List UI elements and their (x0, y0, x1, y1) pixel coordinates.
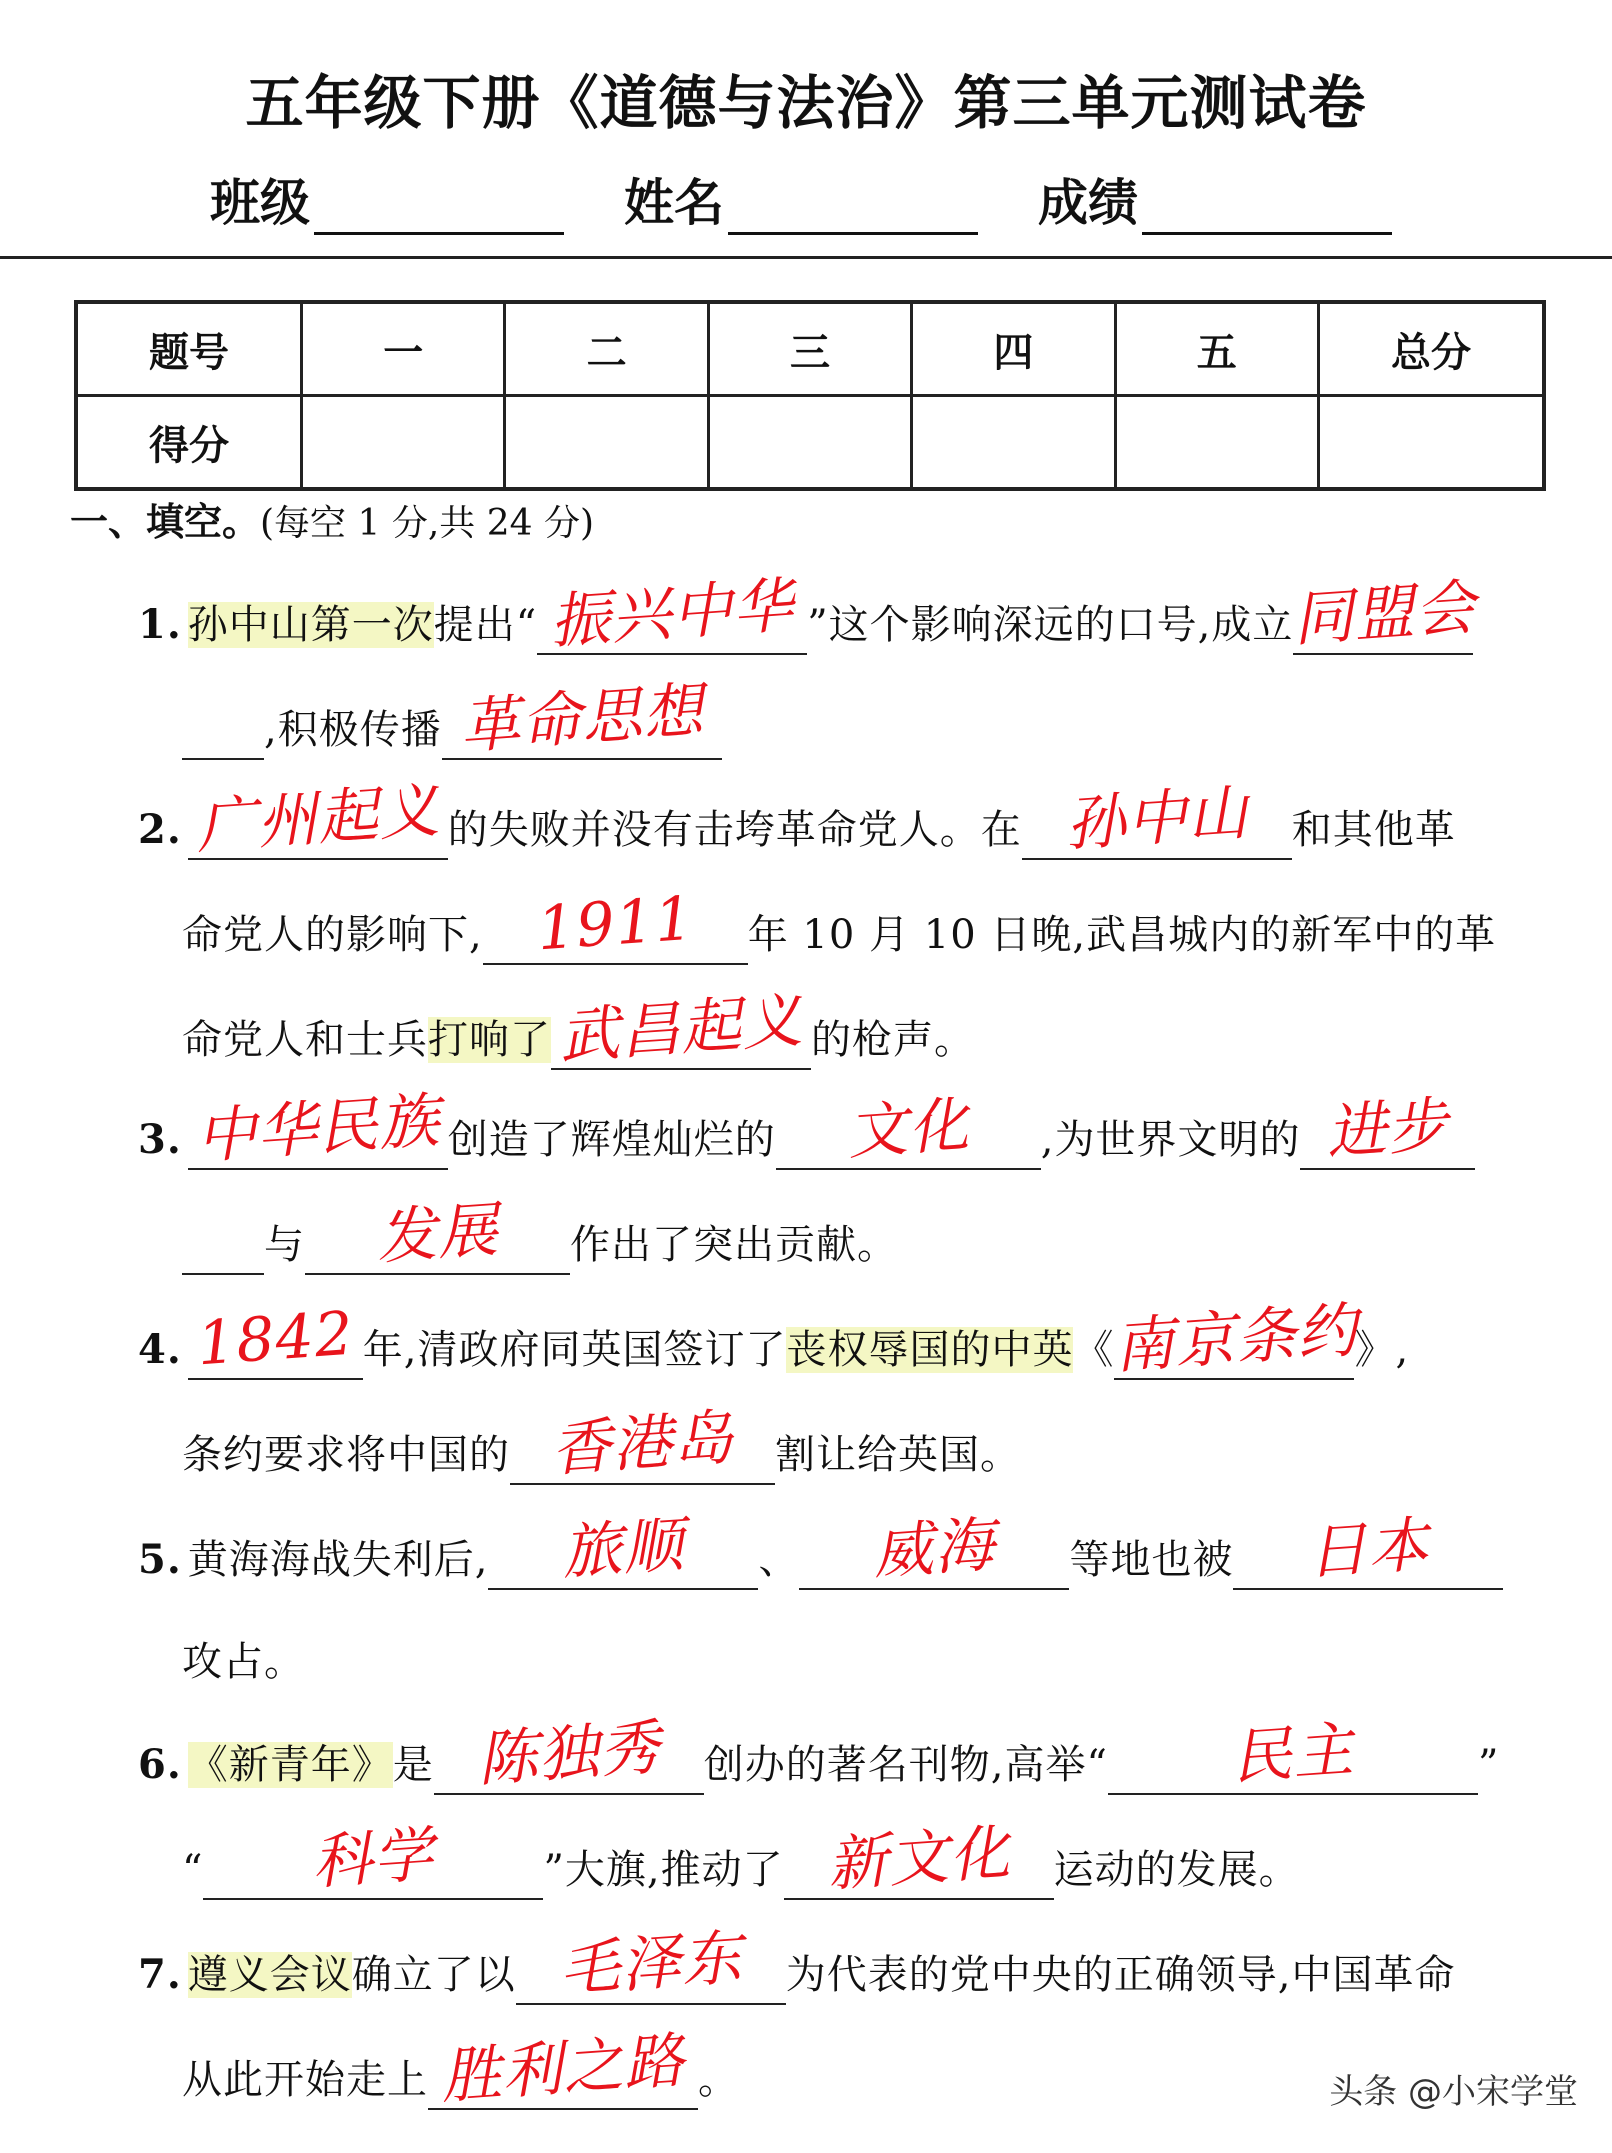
score-table-score-row (76, 396, 1544, 490)
question-text: 条约要求将中国的 (182, 1432, 510, 1478)
answer-blank[interactable] (551, 985, 811, 1073)
question-text: 运动的发展。 (1053, 1847, 1300, 1893)
question-text: 的枪声。 (811, 1017, 975, 1063)
handwritten-answer: 新文化 (824, 1817, 1013, 1901)
section-1-heading (70, 497, 594, 547)
score-table-cell: 四 (912, 302, 1115, 396)
question-text: 割让给英国。 (775, 1432, 1021, 1478)
answer-blank[interactable] (784, 1817, 1054, 1901)
highlighted-text: 孙中山第一次 (187, 602, 434, 648)
question-text: 等地也被 (1069, 1537, 1234, 1583)
watermark: 头条 @小宋学堂 (1329, 2072, 1578, 2112)
question-text: “ (182, 1847, 204, 1893)
handwritten-answer: 文化 (844, 1089, 972, 1169)
score-table-cell: 一 (302, 302, 505, 396)
question-text: 提出“ (433, 602, 538, 648)
question-6-line-1 (138, 1712, 1500, 1796)
name-label: 姓名 (624, 174, 724, 232)
question-2-line-2 (182, 883, 1497, 965)
answer-blank[interactable] (434, 1712, 704, 1796)
question-text: 《 (1073, 1327, 1115, 1373)
score-table-cell: 三 (708, 302, 911, 396)
handwritten-answer: 中华民族 (193, 1085, 442, 1173)
answer-blank[interactable] (442, 675, 722, 763)
score-input-cell[interactable] (1115, 396, 1318, 490)
question-1-line-1 (138, 570, 1479, 658)
handwritten-answer: 振兴中华 (548, 570, 797, 658)
question-4-line-2 (182, 1402, 1021, 1486)
score-input-cell[interactable] (1319, 396, 1545, 490)
answer-blank-continued[interactable] (182, 1219, 264, 1275)
handwritten-answer: 毛泽东 (557, 1922, 745, 2006)
question-text: 作出了突出贡献。 (570, 1222, 898, 1268)
question-4-line-1 (138, 1295, 1410, 1383)
question-5-line-2 (182, 1632, 305, 1692)
answer-blank[interactable] (188, 1085, 448, 1173)
answer-blank[interactable] (203, 1819, 543, 1900)
question-text: 命党人和士兵 (182, 1017, 428, 1063)
header-divider (0, 256, 1612, 259)
score-input-cell[interactable] (912, 396, 1115, 490)
answer-blank[interactable] (483, 883, 748, 965)
highlighted-text: 《新青年》 (187, 1742, 393, 1788)
handwritten-answer: 旅顺 (560, 1509, 687, 1589)
name-field (624, 163, 978, 235)
student-info-row (210, 165, 1452, 235)
question-text: 》, (1354, 1327, 1410, 1373)
question-text: 年,清政府同英国签订了 (362, 1327, 787, 1373)
answer-blank[interactable] (1108, 1714, 1478, 1795)
handwritten-answer: 发展 (374, 1194, 501, 1274)
question-text: ,积极传播 (264, 707, 442, 753)
question-number: 4. (138, 1326, 182, 1373)
question-text: ,为世界文明的 (1040, 1117, 1301, 1163)
answer-blank[interactable] (1022, 777, 1292, 861)
question-6-line-2 (182, 1817, 1300, 1901)
answer-blank[interactable] (510, 1402, 775, 1486)
question-text: ”大旗,推动了 (543, 1847, 784, 1893)
question-text: 和其他革 (1291, 807, 1456, 853)
handwritten-answer: 同盟会 (1291, 572, 1479, 656)
question-number: 5. (138, 1536, 182, 1583)
highlighted-text: 丧权辱国的中英 (786, 1327, 1074, 1373)
handwritten-answer: 科学 (310, 1819, 437, 1899)
score-field (1038, 163, 1392, 235)
question-text: 攻占。 (182, 1639, 305, 1685)
question-number: 2. (138, 806, 182, 853)
score-table-cell: 五 (1115, 302, 1318, 396)
handwritten-answer: 1842 (194, 1298, 356, 1380)
question-2-line-1 (138, 775, 1456, 863)
answer-blank[interactable] (488, 1509, 758, 1590)
answer-blank[interactable] (799, 1509, 1069, 1590)
handwritten-answer: 广州起义 (193, 775, 442, 863)
question-text: 年 10 月 10 日晚,武昌城内的新军中的革 (747, 912, 1497, 958)
class-blank[interactable] (314, 182, 564, 235)
question-text: 与 (264, 1222, 305, 1268)
highlighted-text: 打响了 (428, 1017, 551, 1063)
answer-blank[interactable] (188, 1298, 363, 1380)
handwritten-answer: 胜利之路 (438, 2025, 688, 2113)
question-text: 从此开始走上 (182, 2057, 428, 2103)
question-text: 确立了以 (351, 1952, 516, 1998)
score-input-cell[interactable] (302, 396, 505, 490)
answer-blank[interactable] (1300, 1089, 1475, 1170)
question-text: 黄海海战失利后, (187, 1537, 489, 1583)
section-1-note: (每空 1 分,共 24 分) (260, 503, 595, 544)
question-7-line-2 (182, 2025, 739, 2113)
score-blank[interactable] (1142, 182, 1392, 235)
question-number: 3. (138, 1116, 182, 1163)
class-label: 班级 (210, 174, 310, 232)
question-2-line-3 (182, 985, 975, 1073)
handwritten-answer: 革命思想 (457, 675, 706, 763)
highlighted-text: 遵义会议 (187, 1952, 352, 1998)
question-text: 的失败并没有击垮革命党人。在 (447, 807, 1022, 853)
answer-blank[interactable] (537, 570, 807, 658)
question-7-line-1 (138, 1922, 1456, 2006)
question-text: 命党人的影响下, (182, 912, 483, 958)
question-text: 是 (392, 1742, 434, 1788)
handwritten-answer: 陈独秀 (475, 1712, 663, 1796)
answer-blank[interactable] (776, 1089, 1041, 1170)
name-blank[interactable] (728, 182, 978, 235)
question-number: 7. (138, 1951, 182, 1998)
question-text: 创造了辉煌灿烂的 (447, 1117, 776, 1163)
handwritten-answer: 日本 (1305, 1509, 1432, 1589)
handwritten-answer: 南京条约 (1112, 1295, 1361, 1383)
page-title: 五年级下册《道德与法治》第三单元测试卷 (245, 69, 1367, 137)
question-text: ”这个影响深远的口号,成立 (807, 602, 1294, 648)
question-3-line-1 (138, 1085, 1475, 1173)
handwritten-answer: 威海 (871, 1509, 998, 1589)
section-1-title: 一、填空。 (70, 500, 261, 544)
answer-blank-continued[interactable] (182, 704, 264, 760)
question-text: 。 (698, 2057, 739, 2103)
question-text: 为代表的党中央的正确领导,中国革命 (785, 1952, 1456, 1998)
score-input-cell[interactable] (505, 396, 708, 490)
handwritten-answer: 民主 (1229, 1714, 1357, 1794)
question-1-line-2 (182, 675, 722, 763)
score-table (74, 300, 1546, 491)
answer-blank[interactable] (305, 1194, 570, 1275)
class-field (210, 163, 564, 235)
question-5-line-1 (138, 1509, 1503, 1590)
question-3-line-2 (182, 1194, 898, 1275)
score-table-cell: 总分 (1319, 302, 1545, 396)
question-text: ” (1477, 1742, 1500, 1788)
question-number: 6. (138, 1741, 182, 1788)
answer-blank[interactable] (1233, 1509, 1503, 1590)
handwritten-answer: 孙中山 (1063, 777, 1251, 861)
question-text: 、 (758, 1537, 800, 1583)
score-label: 成绩 (1038, 174, 1138, 232)
score-table-header-row (76, 302, 1544, 396)
answer-blank[interactable] (188, 775, 448, 863)
score-input-cell[interactable] (708, 396, 911, 490)
answer-blank[interactable] (516, 1922, 786, 2006)
handwritten-answer: 1911 (534, 883, 696, 965)
answer-blank[interactable] (428, 2025, 698, 2113)
handwritten-answer: 香港岛 (548, 1402, 737, 1486)
question-text: 创办的著名刊物,高举“ (703, 1742, 1108, 1788)
score-table-cell: 得分 (76, 396, 302, 490)
answer-blank[interactable] (1112, 1295, 1361, 1383)
question-number: 1. (138, 601, 182, 648)
score-table-cell: 题号 (76, 302, 302, 396)
score-table-cell: 二 (505, 302, 708, 396)
handwritten-answer: 武昌起义 (556, 985, 806, 1073)
answer-blank[interactable] (1291, 572, 1479, 656)
handwritten-answer: 进步 (1324, 1089, 1452, 1169)
